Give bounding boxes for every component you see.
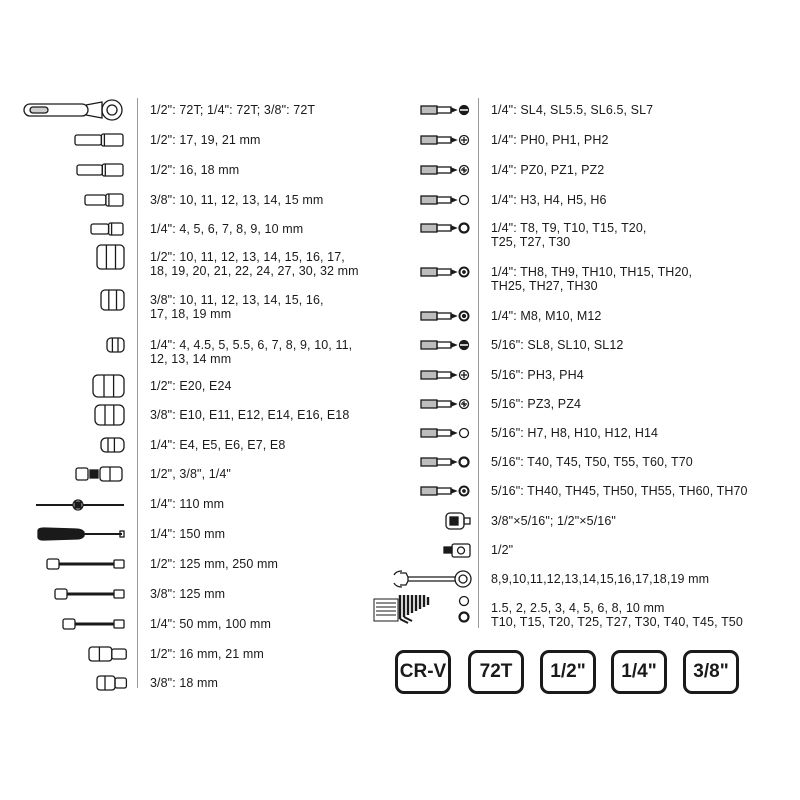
left-item-spec-line: 3/8": 18 mm [150,676,219,690]
left-item-spec-text [150,647,264,661]
right-item-spec-text [491,572,709,586]
left-item-spec-text [150,103,315,117]
left-item-spec-line: 18, 19, 20, 21, 22, 24, 27, 30, 32 mm [150,264,359,278]
left-item-spec-text [150,527,225,541]
left-item-spec-line: 1/2": 10, 11, 12, 13, 14, 15, 16, 17, [150,250,345,264]
badge-label: 3/8" [693,661,729,682]
spline-bit-icon [420,309,472,328]
right-item-spec-line: 5/16": SL8, SL10, SL12 [491,338,624,352]
left-item-spec-line: 1/4": 50 mm, 100 mm [150,617,271,631]
phillips-bit-icon [420,133,472,152]
right-item-spec-line: T10, T15, T20, T25, T27, T30, T40, T45, T50 [491,615,743,629]
pozidriv-bit-icon [420,163,472,182]
badge-three-eighths-inch [683,650,739,694]
left-item-spec-text [150,222,303,236]
left-item-spec-text [150,193,323,207]
tamper-torx-bit-icon [420,265,472,284]
left-item-spec-text [150,467,231,481]
right-item-spec-line: 1/4": PH0, PH1, PH2 [491,133,609,147]
left-item-spec-line: 3/8": 10, 11, 12, 13, 14, 15 mm [150,193,324,207]
hex-bit-icon [420,426,472,445]
bit-adapter-icon [444,511,472,536]
left-item-spec-line: 1/4": E4, E5, E6, E7, E8 [150,438,286,452]
right-item-spec-line: 5/16": PZ3, PZ4 [491,397,582,411]
hex-key-set-icon [372,591,472,630]
badge-72t [468,650,524,694]
left-item-spec-text [150,587,225,601]
deep-socket-icon [90,222,126,241]
torx-bit-icon [420,455,472,474]
torx-bit-icon [420,221,472,240]
left-item-spec-line: 3/8": 10, 11, 12, 13, 14, 15, 16, [150,293,324,307]
left-item-spec-text [150,133,261,147]
badge-label: 1/2" [550,661,586,682]
left-item-spec-line: 3/8": 125 mm [150,587,226,601]
left-item-spec-line: 1/2", 3/8", 1/4" [150,467,231,481]
slotted-bit-icon [420,103,472,122]
right-column-divider [478,98,479,628]
right-item-spec-line: T25, T27, T30 [491,235,571,249]
right-item-spec-line: 5/16": TH40, TH45, TH50, TH55, TH60, TH70 [491,484,748,498]
torx-socket-icon [94,404,126,431]
right-item-spec-text [491,514,616,528]
left-item-spec-text [150,293,324,321]
left-item-spec-line: 1/2": E20, E24 [150,379,232,393]
left-item-spec-text [150,617,271,631]
left-column-divider [137,98,138,688]
spark-plug-socket-icon [88,644,126,669]
badge-label: 72T [479,661,513,682]
right-item-spec-line: 5/16": T40, T45, T50, T55, T60, T70 [491,455,693,469]
left-item-spec-line: 1/4": 4, 4.5, 5, 5.5, 6, 7, 8, 9, 10, 11, [150,338,353,352]
badge-half-inch [540,650,596,694]
right-item-spec-line: 1/4": T8, T9, T10, T15, T20, [491,221,647,235]
left-item-spec-text [150,338,352,366]
right-item-spec-text [491,309,601,323]
right-item-spec-line: 1/4": PZ0, PZ1, PZ2 [491,163,605,177]
right-item-spec-text [491,455,693,469]
right-item-spec-text [491,368,584,382]
right-item-spec-text [491,601,743,629]
left-item-spec-line: 1/4": 110 mm [150,497,225,511]
universal-joint-icon [74,465,126,488]
slotted-bit-icon [420,338,472,357]
right-item-spec-line: 1/4": M8, M10, M12 [491,309,602,323]
left-item-spec-line: 3/8": E10, E11, E12, E14, E16, E18 [150,408,350,422]
right-item-spec-line: 3/8"×5/16"; 1/2"×5/16" [491,514,616,528]
left-item-spec-line: 1/4": 150 mm [150,527,226,541]
right-item-spec-line: 1/4": TH8, TH9, TH10, TH15, TH20, [491,265,693,279]
right-item-spec-line: 1.5, 2, 2.5, 3, 4, 5, 6, 8, 10 mm [491,601,665,615]
deep-socket-icon [84,193,126,212]
right-item-spec-text [491,484,748,498]
ratchet-handle-icon [22,99,126,126]
left-item-spec-line: 12, 13, 14 mm [150,352,232,366]
right-item-spec-text [491,163,604,177]
right-item-spec-line: 1/4": SL4, SL5.5, SL6.5, SL7 [491,103,654,117]
socket-icon [106,337,126,358]
right-item-spec-line: 5/16": H7, H8, H10, H12, H14 [491,426,659,440]
badge-quarter-inch [611,650,667,694]
right-item-spec-text [491,133,609,147]
extension-bar-icon [46,557,126,576]
left-item-spec-text [150,557,278,571]
right-item-spec-line: 8,9,10,11,12,13,14,15,16,17,18,19 mm [491,572,710,586]
right-item-spec-line: 1/2" [491,543,514,557]
spark-plug-socket-icon [96,673,126,698]
badge-label: CR-V [399,661,447,682]
badge-crv [395,650,451,694]
right-item-spec-text [491,397,581,411]
screwdriver-handle-icon [36,527,126,546]
right-item-spec-text [491,426,658,440]
deep-socket-icon [74,133,126,152]
right-item-spec-line: 5/16": PH3, PH4 [491,368,584,382]
right-item-spec-text [491,543,513,557]
right-item-spec-text [491,193,607,207]
socket-icon [96,244,126,275]
left-item-spec-text [150,379,232,393]
hex-bit-icon [420,193,472,212]
left-item-spec-line: 1/2": 72T; 1/4": 72T; 3/8": 72T [150,103,316,117]
extension-bar-icon [62,617,126,636]
right-item-spec-text [491,265,692,293]
left-item-spec-line: 1/2": 16 mm, 21 mm [150,647,264,661]
bit-holder-icon [442,542,472,563]
right-item-spec-text [491,338,623,352]
left-item-spec-text [150,676,218,690]
badge-label: 1/4" [621,661,657,682]
left-item-spec-line: 1/2": 125 mm, 250 mm [150,557,279,571]
left-item-spec-text [150,408,349,422]
extension-bar-icon [54,587,126,606]
left-item-spec-text [150,163,239,177]
socket-icon [100,289,126,316]
left-item-spec-text [150,250,359,278]
left-item-spec-line: 1/4": 4, 5, 6, 7, 8, 9, 10 mm [150,222,304,236]
pozidriv-bit-icon [420,397,472,416]
tamper-torx-bit-icon [420,484,472,503]
left-item-spec-text [150,438,285,452]
right-item-spec-text [491,221,646,249]
torx-socket-icon [92,374,126,403]
left-item-spec-line: 17, 18, 19 mm [150,307,232,321]
left-item-spec-line: 1/2": 16, 18 mm [150,163,240,177]
phillips-bit-icon [420,368,472,387]
t-bar-handle-icon [34,498,126,516]
right-item-spec-line: 1/4": H3, H4, H5, H6 [491,193,607,207]
right-item-spec-line: TH25, TH27, TH30 [491,279,598,293]
torx-socket-icon [100,437,126,458]
deep-socket-icon [76,163,126,182]
left-item-spec-text [150,497,224,511]
left-item-spec-line: 1/2": 17, 19, 21 mm [150,133,261,147]
right-item-spec-text [491,103,653,117]
